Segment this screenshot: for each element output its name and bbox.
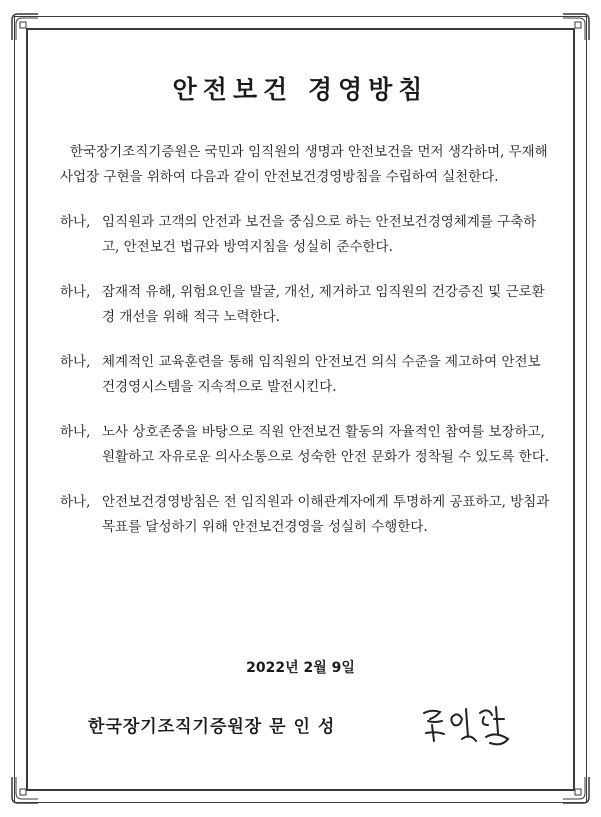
intro-paragraph: 한국장기조직기증원은 국민과 임직원의 생명과 안전보건을 먼저 생각하며, 무재해 사업장 구현을 위하여 다음과 같이 안전보건경영방침을 수립하여 실천한다. — [60, 144, 548, 185]
corner-ornament-icon — [10, 775, 40, 805]
pledge-text: 잠재적 유해, 위험요인을 발굴, 개선, 제거하고 임직원의 건강증진 및 근로환경 개선을 위해 적극 노력한다. — [102, 284, 545, 325]
corner-ornament-icon — [561, 12, 591, 42]
pledge-item — [60, 280, 550, 330]
pledge-prefix: 하나, — [60, 354, 91, 370]
handwritten-signature — [418, 703, 518, 749]
pledge-prefix: 하나, — [60, 494, 91, 510]
signer-name: 한국장기조직기증원장 문 인 성 — [88, 717, 336, 737]
pledge-text: 임직원과 고객의 안전과 보건을 중심으로 하는 안전보건경영체계를 구축하고, 안전보건 법규와 방역지침을 성실히 준수한다. — [102, 214, 537, 255]
pledge-prefix: 하나, — [60, 284, 91, 300]
pledge-text: 노사 상호존중을 바탕으로 직원 안전보건 활동의 자율적인 참여를 보장하고, 원활하고 자유로운 의사소통으로 성숙한 안전 문화가 정착될 수 있도록 한다. — [102, 424, 550, 465]
corner-ornament-icon — [561, 775, 591, 805]
pledge-text: 체계적인 교육훈련을 통해 임직원의 안전보건 의식 수준을 제고하여 안전보건경영시스템을 지속적으로 발전시킨다. — [102, 354, 541, 395]
pledge-item — [60, 210, 550, 260]
document-body — [60, 140, 550, 560]
pledge-item — [60, 490, 550, 540]
pledge-item — [60, 350, 550, 400]
pledge-prefix: 하나, — [60, 424, 91, 440]
pledge-text: 안전보건경영방침은 전 임직원과 이해관계자에게 투명하게 공표하고, 방침과 목표를 달성하기 위해 안전보건경영을 성실히 수행한다. — [102, 494, 550, 535]
corner-ornament-icon — [10, 12, 40, 42]
document-title: 안전보건 경영방침 — [172, 75, 429, 104]
document-date: 2022년 2월 9일 — [246, 660, 355, 676]
pledge-item — [60, 420, 550, 470]
pledge-prefix: 하나, — [60, 214, 91, 230]
